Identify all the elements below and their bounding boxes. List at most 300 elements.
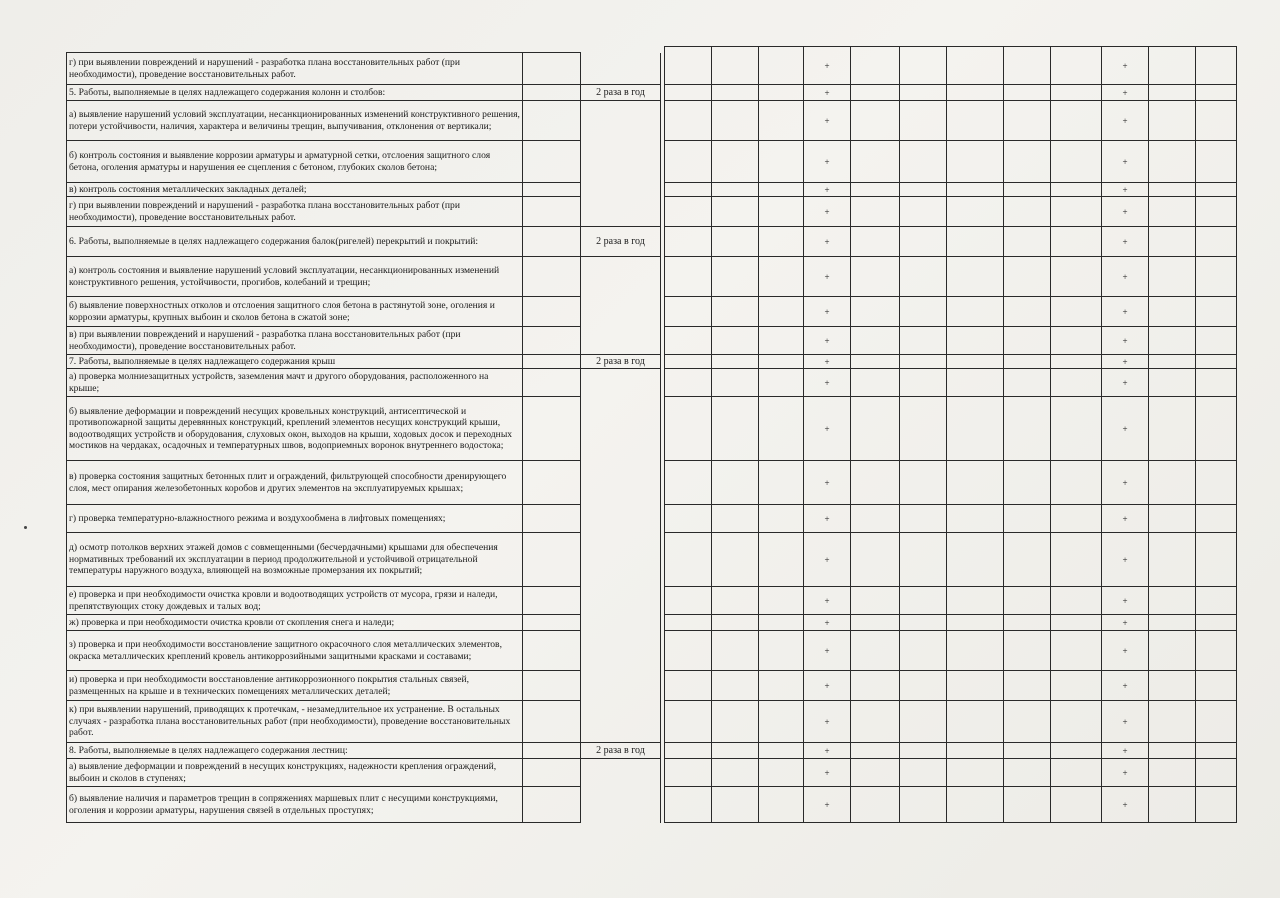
schedule-cell [1149, 397, 1196, 461]
schedule-cell [900, 461, 947, 505]
plus-mark: + [1102, 327, 1149, 355]
schedule-cell [1149, 533, 1196, 587]
plus-mark: + [804, 101, 851, 141]
schedule-cell [759, 743, 804, 759]
empty-cell [523, 53, 581, 85]
schedule-cell [1149, 369, 1196, 397]
plus-mark: + [804, 369, 851, 397]
work-row [67, 533, 661, 587]
schedule-cell [1196, 533, 1237, 587]
schedule-cell [947, 101, 1004, 141]
schedule-cell [1196, 759, 1237, 787]
schedule-cell [947, 671, 1004, 701]
schedule-cell [1004, 297, 1051, 327]
schedule-cell [1004, 505, 1051, 533]
schedule-cell [851, 297, 900, 327]
plus-mark: + [804, 355, 851, 369]
schedule-cell [851, 587, 900, 615]
paper-speck [24, 526, 27, 529]
work-description: ж) проверка и при необходимости очистка кровли от скопления снега и наледи; [67, 615, 523, 631]
schedule-cell [1196, 615, 1237, 631]
schedule-cell [759, 101, 804, 141]
schedule-cell [665, 141, 712, 183]
schedule-cell [712, 85, 759, 101]
schedule-cell [1051, 101, 1102, 141]
work-description: а) выявление нарушений условий эксплуатации, несанкционированных изменений конструктивного решения, потери устойчивости, наличия, характера и величины трещин, выпучивания, отклонения от вертикали; [67, 101, 523, 141]
schedule-cell [1004, 587, 1051, 615]
schedule-cell [1051, 631, 1102, 671]
schedule-cell [759, 505, 804, 533]
schedule-cell [1004, 141, 1051, 183]
plus-mark: + [1102, 787, 1149, 823]
plus-mark: + [804, 533, 851, 587]
work-description: к) при выявлении нарушений, приводящих к протечкам, - незамедлительное их устранение. В остальных случаях - разработка плана восстановительных работ (при необходимости), проведение восстановительных работ. [67, 701, 523, 743]
schedule-cell [1051, 355, 1102, 369]
schedule-cell [759, 533, 804, 587]
schedule-cell [1004, 369, 1051, 397]
schedule-cell [665, 787, 712, 823]
schedule-cell [1004, 101, 1051, 141]
schedule-cell [851, 533, 900, 587]
schedule-cell [759, 701, 804, 743]
schedule-cell [1196, 85, 1237, 101]
schedule-cell [712, 355, 759, 369]
schedule-cell [947, 587, 1004, 615]
work-frequency [581, 631, 661, 671]
work-description: 7. Работы, выполняемые в целях надлежащего содержания крыш [67, 355, 523, 369]
work-row [67, 671, 661, 701]
schedule-cell [947, 615, 1004, 631]
plus-mark: + [1102, 397, 1149, 461]
work-row [67, 701, 661, 743]
work-frequency: 2 раза в год [581, 85, 661, 101]
work-description: б) выявление наличия и параметров трещин в сопряжениях маршевых плит с несущими конструкциями, оголения и коррозии арматуры, нарушения связей в отдельных проступях; [67, 787, 523, 823]
schedule-cell [1004, 197, 1051, 227]
schedule-cell [900, 297, 947, 327]
schedule-cell [1149, 227, 1196, 257]
schedule-cell [665, 257, 712, 297]
work-frequency [581, 587, 661, 615]
schedule-row [665, 47, 1237, 85]
schedule-cell [851, 397, 900, 461]
schedule-cell [665, 461, 712, 505]
schedule-cell [947, 141, 1004, 183]
schedule-cell [665, 671, 712, 701]
schedule-cell [1051, 787, 1102, 823]
schedule-cell [900, 615, 947, 631]
schedule-cell [1004, 787, 1051, 823]
schedule-cell [665, 85, 712, 101]
schedule-cell [665, 631, 712, 671]
schedule-row [665, 297, 1237, 327]
schedule-cell [1051, 183, 1102, 197]
schedule-row [665, 671, 1237, 701]
work-description: з) проверка и при необходимости восстановление защитного окрасочного слоя металлических элементов, окраска металлических креплений кровель антикоррозийными защитными красками и составами; [67, 631, 523, 671]
schedule-cell [665, 297, 712, 327]
schedule-cell [712, 101, 759, 141]
schedule-cell [900, 227, 947, 257]
plus-mark: + [804, 759, 851, 787]
work-frequency [581, 369, 661, 397]
schedule-cell [712, 183, 759, 197]
empty-cell [523, 743, 581, 759]
schedule-row [665, 743, 1237, 759]
plus-mark: + [1102, 227, 1149, 257]
schedule-row [665, 505, 1237, 533]
schedule-cell [1004, 701, 1051, 743]
schedule-cell [900, 533, 947, 587]
plus-mark: + [804, 615, 851, 631]
schedule-cell [851, 327, 900, 355]
schedule-cell [1051, 615, 1102, 631]
work-description: 5. Работы, выполняемые в целях надлежащего содержания колонн и столбов: [67, 85, 523, 101]
schedule-cell [1149, 461, 1196, 505]
work-frequency [581, 197, 661, 227]
schedule-cell [759, 759, 804, 787]
schedule-row [665, 533, 1237, 587]
schedule-cell [1051, 701, 1102, 743]
work-description: в) контроль состояния металлических закладных деталей; [67, 183, 523, 197]
schedule-cell [1149, 355, 1196, 369]
schedule-cell [1051, 85, 1102, 101]
work-frequency [581, 615, 661, 631]
plus-mark: + [1102, 631, 1149, 671]
schedule-cell [1051, 327, 1102, 355]
work-row [67, 53, 661, 85]
schedule-cell [1051, 257, 1102, 297]
schedule-cell [900, 397, 947, 461]
schedule-cell [851, 461, 900, 505]
schedule-cell [1004, 743, 1051, 759]
schedule-cell [900, 587, 947, 615]
schedule-cell [712, 505, 759, 533]
schedule-cell [947, 701, 1004, 743]
plus-mark: + [1102, 505, 1149, 533]
schedule-cell [1051, 743, 1102, 759]
schedule-cell [759, 197, 804, 227]
schedule-cell [1051, 461, 1102, 505]
empty-cell [523, 327, 581, 355]
schedule-cell [1149, 141, 1196, 183]
schedule-cell [1149, 671, 1196, 701]
work-description: 8. Работы, выполняемые в целях надлежащего содержания лестниц: [67, 743, 523, 759]
work-row [67, 355, 661, 369]
schedule-cell [900, 787, 947, 823]
plus-mark: + [1102, 141, 1149, 183]
work-row [67, 505, 661, 533]
schedule-cell [1196, 701, 1237, 743]
work-frequency [581, 257, 661, 297]
schedule-cell [1196, 397, 1237, 461]
work-frequency [581, 701, 661, 743]
schedule-cell [947, 787, 1004, 823]
schedule-cell [1149, 327, 1196, 355]
schedule-cell [712, 787, 759, 823]
schedule-cell [1149, 743, 1196, 759]
schedule-cell [1196, 369, 1237, 397]
plus-mark: + [1102, 355, 1149, 369]
empty-cell [523, 141, 581, 183]
work-description: г) при выявлении повреждений и нарушений - разработка плана восстановительных работ (при необходимости), проведение восстановительных работ. [67, 197, 523, 227]
schedule-cell [1149, 759, 1196, 787]
schedule-cell [712, 141, 759, 183]
empty-cell [523, 533, 581, 587]
schedule-cell [759, 47, 804, 85]
schedule-cell [712, 197, 759, 227]
schedule-cell [1196, 631, 1237, 671]
schedule-cell [665, 369, 712, 397]
schedule-cell [665, 227, 712, 257]
schedule-row [665, 355, 1237, 369]
schedule-row [665, 327, 1237, 355]
plus-mark: + [1102, 297, 1149, 327]
schedule-cell [851, 101, 900, 141]
schedule-cell [712, 461, 759, 505]
work-description: г) проверка температурно-влажностного режима и воздухообмена в лифтовых помещениях; [67, 505, 523, 533]
schedule-cell [1004, 47, 1051, 85]
schedule-cell [1051, 141, 1102, 183]
schedule-cell [712, 227, 759, 257]
work-frequency [581, 141, 661, 183]
schedule-cell [947, 759, 1004, 787]
schedule-cell [665, 197, 712, 227]
work-description: д) осмотр потолков верхних этажей домов с совмещенными (бесчердачными) крышами для обеспечения нормативных требований их эксплуатации в период продолжительной и устойчивой отрицательной температуры наружного воздуха, влияющей на возможные промерзания их покрытий; [67, 533, 523, 587]
schedule-cell [947, 355, 1004, 369]
schedule-cell [947, 197, 1004, 227]
schedule-row [665, 631, 1237, 671]
schedule-cell [1004, 759, 1051, 787]
work-description: а) контроль состояния и выявление нарушений условий эксплуатации, несанкционированных изменений конструктивного решения, устойчивости, прогибов, колебаний и трещин; [67, 257, 523, 297]
schedule-cell [900, 183, 947, 197]
schedule-cell [947, 743, 1004, 759]
schedule-cell [1004, 327, 1051, 355]
schedule-cell [947, 183, 1004, 197]
schedule-cell [1196, 671, 1237, 701]
schedule-cell [900, 759, 947, 787]
schedule-cell [665, 743, 712, 759]
plus-mark: + [1102, 197, 1149, 227]
work-description: в) проверка состояния защитных бетонных плит и ограждений, фильтрующей способности дренирующего слоя, мест опирания железобетонных коробов и других элементов на эксплуатируемых крышах; [67, 461, 523, 505]
schedule-cell [900, 355, 947, 369]
work-row [67, 257, 661, 297]
schedule-cell [665, 701, 712, 743]
schedule-cell [851, 787, 900, 823]
schedule-cell [759, 615, 804, 631]
schedule-cell [851, 257, 900, 297]
schedule-cell [712, 743, 759, 759]
schedule-cell [759, 85, 804, 101]
schedule-row [665, 101, 1237, 141]
plus-mark: + [1102, 257, 1149, 297]
work-frequency [581, 183, 661, 197]
work-row [67, 631, 661, 671]
empty-cell [523, 505, 581, 533]
work-row [67, 327, 661, 355]
works-description-table [66, 52, 661, 823]
schedule-row [665, 615, 1237, 631]
schedule-cell [1004, 397, 1051, 461]
plus-mark: + [1102, 759, 1149, 787]
schedule-cell [712, 397, 759, 461]
plus-mark: + [1102, 461, 1149, 505]
work-description: в) при выявлении повреждений и нарушений - разработка плана восстановительных работ (при необходимости), проведение восстановительных работ. [67, 327, 523, 355]
work-frequency [581, 505, 661, 533]
schedule-cell [1196, 101, 1237, 141]
schedule-cell [665, 327, 712, 355]
schedule-row [665, 461, 1237, 505]
schedule-cell [1196, 355, 1237, 369]
schedule-cell [759, 461, 804, 505]
schedule-cell [665, 101, 712, 141]
schedule-cell [851, 183, 900, 197]
empty-cell [523, 397, 581, 461]
schedule-cell [1004, 85, 1051, 101]
plus-mark: + [804, 227, 851, 257]
plus-mark: + [804, 701, 851, 743]
schedule-cell [759, 141, 804, 183]
plus-mark: + [804, 197, 851, 227]
empty-cell [523, 587, 581, 615]
schedule-cell [665, 397, 712, 461]
schedule-cell [851, 701, 900, 743]
empty-cell [523, 369, 581, 397]
empty-cell [523, 461, 581, 505]
schedule-cell [1051, 397, 1102, 461]
work-frequency [581, 533, 661, 587]
schedule-row [665, 197, 1237, 227]
work-frequency [581, 297, 661, 327]
schedule-cell [900, 369, 947, 397]
schedule-cell [947, 47, 1004, 85]
schedule-cell [947, 257, 1004, 297]
plus-mark: + [804, 671, 851, 701]
work-row [67, 587, 661, 615]
schedule-cell [1149, 257, 1196, 297]
schedule-cell [1196, 587, 1237, 615]
work-frequency [581, 759, 661, 787]
schedule-cell [947, 227, 1004, 257]
schedule-cell [759, 257, 804, 297]
schedule-cell [851, 631, 900, 671]
empty-cell [523, 197, 581, 227]
work-frequency: 2 раза в год [581, 227, 661, 257]
plus-mark: + [1102, 183, 1149, 197]
schedule-cell [1051, 227, 1102, 257]
schedule-cell [759, 297, 804, 327]
empty-cell [523, 85, 581, 101]
schedule-cell [712, 759, 759, 787]
schedule-row [665, 759, 1237, 787]
schedule-cell [900, 701, 947, 743]
schedule-cell [712, 631, 759, 671]
schedule-cell [1149, 101, 1196, 141]
schedule-cell [1149, 183, 1196, 197]
plus-mark: + [804, 397, 851, 461]
empty-cell [523, 671, 581, 701]
work-frequency [581, 787, 661, 823]
schedule-cell [947, 505, 1004, 533]
work-row [67, 227, 661, 257]
work-description: г) при выявлении повреждений и нарушений - разработка плана восстановительных работ (при необходимости), проведение восстановительных работ. [67, 53, 523, 85]
work-frequency [581, 101, 661, 141]
empty-cell [523, 183, 581, 197]
schedule-cell [1051, 197, 1102, 227]
empty-cell [523, 257, 581, 297]
schedule-cell [1196, 461, 1237, 505]
schedule-cell [947, 533, 1004, 587]
schedule-cell [947, 397, 1004, 461]
plus-mark: + [1102, 743, 1149, 759]
schedule-cell [900, 743, 947, 759]
schedule-cell [1196, 47, 1237, 85]
schedule-cell [1196, 327, 1237, 355]
schedule-cell [712, 615, 759, 631]
work-row [67, 197, 661, 227]
schedule-cell [1004, 615, 1051, 631]
work-row [67, 787, 661, 823]
plus-mark: + [1102, 671, 1149, 701]
schedule-cell [1051, 587, 1102, 615]
schedule-cell [851, 671, 900, 701]
work-description: 6. Работы, выполняемые в целях надлежащего содержания балок(ригелей) перекрытий и покрытий: [67, 227, 523, 257]
empty-cell [523, 227, 581, 257]
plus-mark: + [804, 787, 851, 823]
schedule-cell [1196, 297, 1237, 327]
schedule-cell [1051, 759, 1102, 787]
schedule-row [665, 183, 1237, 197]
work-row [67, 101, 661, 141]
schedule-cell [665, 615, 712, 631]
schedule-cell [712, 587, 759, 615]
schedule-cell [947, 369, 1004, 397]
schedule-cell [947, 631, 1004, 671]
schedule-cell [947, 327, 1004, 355]
schedule-cell [665, 355, 712, 369]
work-row [67, 141, 661, 183]
plus-mark: + [804, 327, 851, 355]
work-row [67, 759, 661, 787]
schedule-cell [759, 327, 804, 355]
schedule-cell [1196, 183, 1237, 197]
schedule-cell [759, 355, 804, 369]
empty-cell [523, 297, 581, 327]
schedule-cell [851, 369, 900, 397]
schedule-row [665, 787, 1237, 823]
plus-mark: + [804, 85, 851, 101]
schedule-cell [1149, 631, 1196, 671]
schedule-cell [1004, 355, 1051, 369]
work-frequency: 2 раза в год [581, 355, 661, 369]
plus-mark: + [804, 631, 851, 671]
schedule-cell [900, 631, 947, 671]
schedule-cell [712, 701, 759, 743]
schedule-cell [1051, 297, 1102, 327]
work-row [67, 297, 661, 327]
schedule-cell [900, 141, 947, 183]
schedule-cell [1051, 47, 1102, 85]
schedule-cell [1196, 197, 1237, 227]
schedule-cell [851, 197, 900, 227]
work-frequency [581, 671, 661, 701]
plus-mark: + [1102, 701, 1149, 743]
schedule-cell [947, 85, 1004, 101]
work-row [67, 85, 661, 101]
work-description: а) проверка молниезащитных устройств, заземления мачт и другого оборудования, расположенного на крыше; [67, 369, 523, 397]
schedule-cell [1196, 141, 1237, 183]
schedule-cell [665, 47, 712, 85]
schedule-cell [759, 227, 804, 257]
schedule-cell [759, 587, 804, 615]
